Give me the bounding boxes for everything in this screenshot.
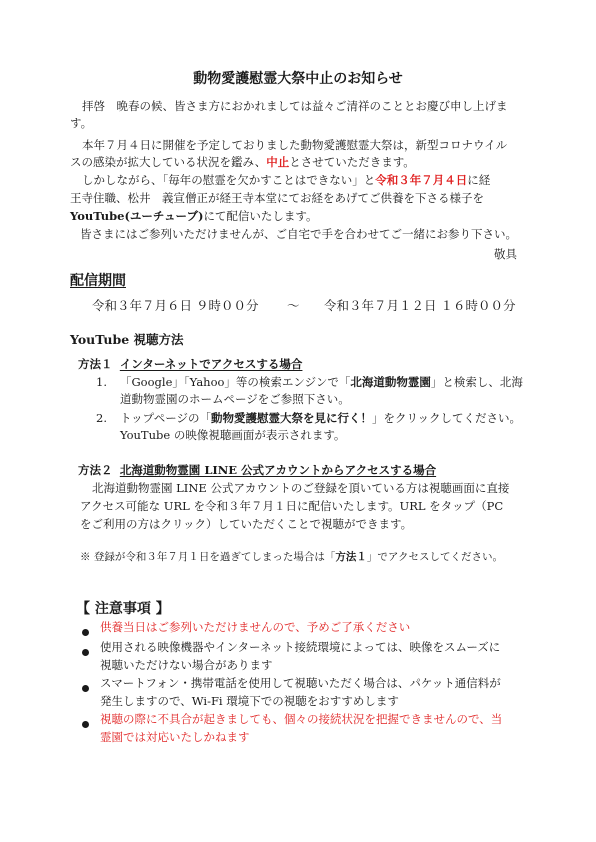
registration-note bbox=[80, 549, 503, 564]
method1-title: インターネットでアクセスする場合 bbox=[119, 357, 303, 371]
greeting-line-2: す。 bbox=[70, 116, 93, 130]
schedule-end: 令和３年７月１２日 １６時００分 bbox=[324, 298, 516, 313]
precaution-item bbox=[82, 676, 501, 708]
method1-step1 bbox=[120, 374, 523, 390]
precaution-text: 使用される映像機器やインターネット接続環境によっては、映像をスムーズに bbox=[100, 640, 501, 654]
bullet-icon bbox=[82, 629, 89, 636]
document-title: 動物愛護慰霊大祭中止のお知らせ bbox=[193, 71, 403, 87]
bullet-icon bbox=[82, 649, 89, 656]
method2-line-1: 北海道動物霊園 LINE 公式アカウントのご登録を頂いている方は視聴画面に直接 bbox=[92, 481, 510, 495]
method1-header bbox=[78, 356, 302, 372]
method1-step2 bbox=[120, 410, 521, 426]
para3-line-1 bbox=[82, 172, 490, 188]
para2-text-a: スの感染が拡大している状況を鑑み、 bbox=[70, 155, 267, 169]
link-label: 動物愛護慰霊大祭を見に行く！ bbox=[210, 411, 372, 425]
para2-text-b: とさせていただきます。 bbox=[289, 155, 415, 169]
note-text-b: 」でアクセスしてください。 bbox=[366, 551, 504, 563]
para2-line-2 bbox=[70, 154, 415, 170]
schedule-heading: 配信期間 bbox=[70, 273, 126, 289]
precaution-text: 供養当日はご参列いただけませんので、予めご了承ください bbox=[100, 620, 411, 634]
method1-label: 方法１ bbox=[78, 357, 113, 371]
precaution-text-cont: 霊園では対応いたしかねます bbox=[100, 730, 250, 744]
para3-text-c: にて配信いたします。 bbox=[203, 209, 318, 223]
method1-step2-line-2: YouTube の映像視聴画面が表示されます。 bbox=[120, 428, 346, 442]
search-keyword: 北海道動物霊園 bbox=[350, 375, 431, 389]
method2-line-3: をご利用の方はクリック）していただくことで視聴ができます。 bbox=[80, 517, 413, 531]
bullet-icon bbox=[82, 685, 89, 692]
precaution-text-cont: 視聴いただけない場合があります bbox=[100, 658, 273, 672]
para3-text-b: に経 bbox=[467, 173, 491, 187]
method2-label: 方法２ bbox=[78, 463, 113, 477]
schedule-start: 令和３年７月６日 ９時００分 bbox=[92, 298, 259, 313]
para3-text-a: しかしながら、「毎年の慰霊を欠かすことはできない」と bbox=[82, 173, 376, 187]
para2-line-1: 本年７月４日に開催を予定しておりました動物愛護慰霊大祭は，新型コロナウイル bbox=[82, 138, 508, 152]
greeting-line-1: 拝啓 晩春の候、皆さま方におかれましては益々ご清祥のこととお慶び申し上げま bbox=[82, 99, 508, 113]
method2-header bbox=[78, 462, 436, 478]
bullet-icon bbox=[82, 721, 89, 728]
note-text-a: ※ 登録が令和３年７月１日を過ぎてしまった場合は「 bbox=[80, 551, 336, 563]
precaution-text: 視聴の際に不具合が起きましても、個々の接続状況を把握できませんので、当 bbox=[100, 712, 503, 726]
method1-step1-line-2: 道動物霊園のホームページをご参照下さい。 bbox=[120, 392, 350, 406]
youtube-heading: YouTube 視聴方法 bbox=[70, 332, 184, 347]
method1-step2-num: 2. bbox=[96, 411, 107, 425]
cancel-highlight: 中止 bbox=[266, 155, 290, 169]
method1-step2-text-b: 」をクリックしてください。 bbox=[371, 411, 522, 425]
note-method-ref: 方法１ bbox=[335, 551, 367, 563]
method1-step1-text-b: 」と検索し、北海 bbox=[430, 375, 523, 389]
para4-line: 皆さまにはご参列いただけませんが、ご自宅で手を合わせてご一緒にお参り下さい。 bbox=[80, 227, 517, 241]
method1-step1-num: 1. bbox=[96, 375, 107, 389]
method2-line-2: アクセス可能な URL を令和３年７月１日に配信いたします。URL をタップ（PC bbox=[80, 499, 504, 513]
para3-line-2: 王寺住職、松井 義宣僧正が経王寺本堂にてお経をあげてご供養を下さる様子を bbox=[70, 191, 484, 205]
method1-step1-text-a: 「Google」「Yahoo」等の検索エンジンで「 bbox=[120, 375, 351, 389]
method2-title: 北海道動物霊園 LINE 公式アカウントからアクセスする場合 bbox=[119, 463, 437, 477]
precaution-item bbox=[82, 620, 411, 641]
date-highlight: 令和３年７月４日 bbox=[375, 173, 468, 187]
schedule-tilde: ～ bbox=[287, 298, 300, 313]
youtube-highlight: YouTube(ユーチューブ) bbox=[70, 209, 204, 223]
precaution-item bbox=[82, 712, 503, 744]
precaution-item bbox=[82, 640, 501, 672]
precautions-heading: 【 注意事項 】 bbox=[76, 601, 170, 617]
precaution-text-cont: 発生しますので、Wi-Fi 環境下での視聴をおすすめします bbox=[100, 694, 399, 708]
closing: 敬具 bbox=[494, 247, 517, 261]
method1-step2-text-a: トップページの「 bbox=[120, 411, 211, 425]
precaution-text: スマートフォン・携帯電話を使用して視聴いただく場合は、パケット通信料が bbox=[100, 676, 501, 690]
para3-line-3 bbox=[70, 208, 318, 224]
